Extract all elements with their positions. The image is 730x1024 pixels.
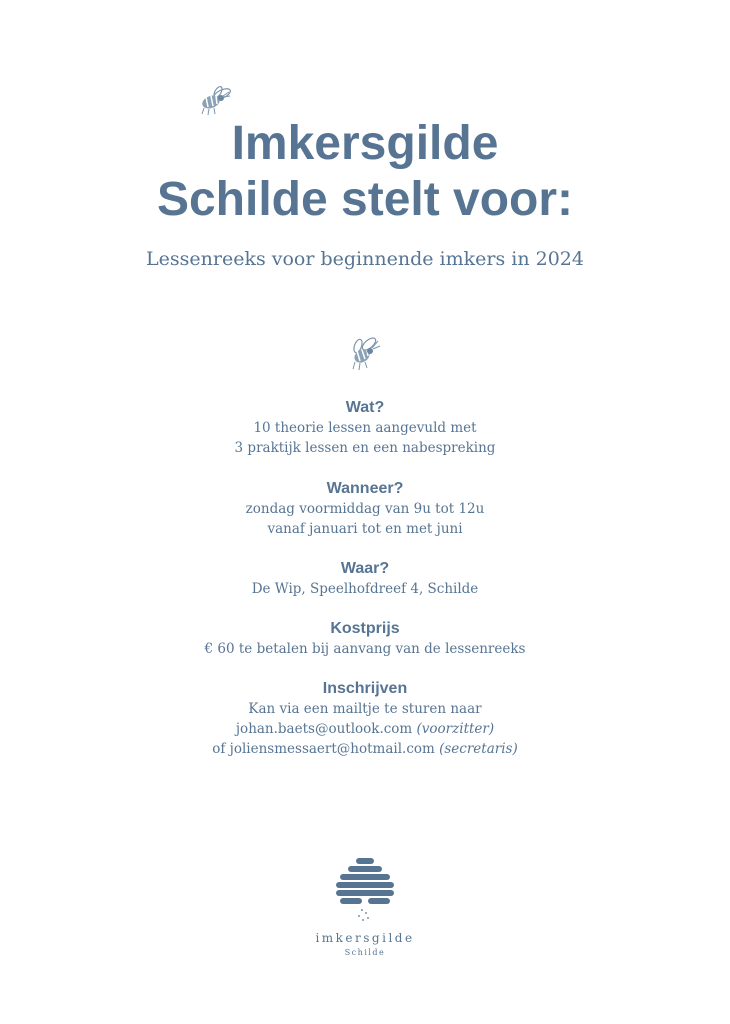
email-link-voorzitter[interactable]: johan.baets@outlook.com [235, 721, 413, 737]
logo-name: imkersgilde [315, 931, 415, 945]
email-link-secretaris[interactable]: joliensmessaert@hotmail.com [229, 741, 435, 757]
role-label: (secretaris) [439, 741, 518, 757]
role-label: (voorzitter) [416, 721, 495, 737]
beehive-logo-icon [330, 856, 400, 926]
logo-place: Schilde [344, 948, 386, 957]
section-kostprijs [0, 619, 730, 659]
section-line: zondag voormiddag van 9u tot 12u [245, 501, 485, 517]
section-line: € 60 te betalen bij aanvang van de lessenreeks [204, 641, 526, 657]
section-line: Kan via een mailtje te sturen naar [248, 701, 482, 717]
contact-prefix: of [212, 741, 226, 757]
section-heading: Inschrijven [322, 680, 408, 697]
section-waar [0, 559, 730, 599]
section-heading: Wanneer? [326, 480, 404, 497]
section-wat [0, 398, 730, 458]
contact-line-1 [0, 719, 730, 739]
page-subtitle: Lessenreeks voor beginnende imkers in 2024 [146, 248, 584, 270]
section-line: 3 praktijk lessen en een nabespreking [234, 440, 496, 456]
page-title-line-2: Schilde stelt voor: [156, 173, 574, 226]
section-inschrijven [0, 679, 730, 759]
bee-icon [196, 84, 236, 118]
section-heading: Kostprijs [330, 620, 400, 637]
section-line: De Wip, Speelhofdreef 4, Schilde [251, 581, 479, 597]
bee-icon [345, 334, 385, 374]
section-line: vanaf januari tot en met juni [267, 521, 463, 537]
page-title-line-1: Imkersgilde [231, 117, 499, 170]
section-heading: Waar? [340, 560, 390, 577]
section-heading: Wat? [345, 399, 385, 416]
section-wanneer [0, 479, 730, 539]
section-line: 10 theorie lessen aangevuld met [253, 420, 477, 436]
contact-line-2 [0, 739, 730, 759]
